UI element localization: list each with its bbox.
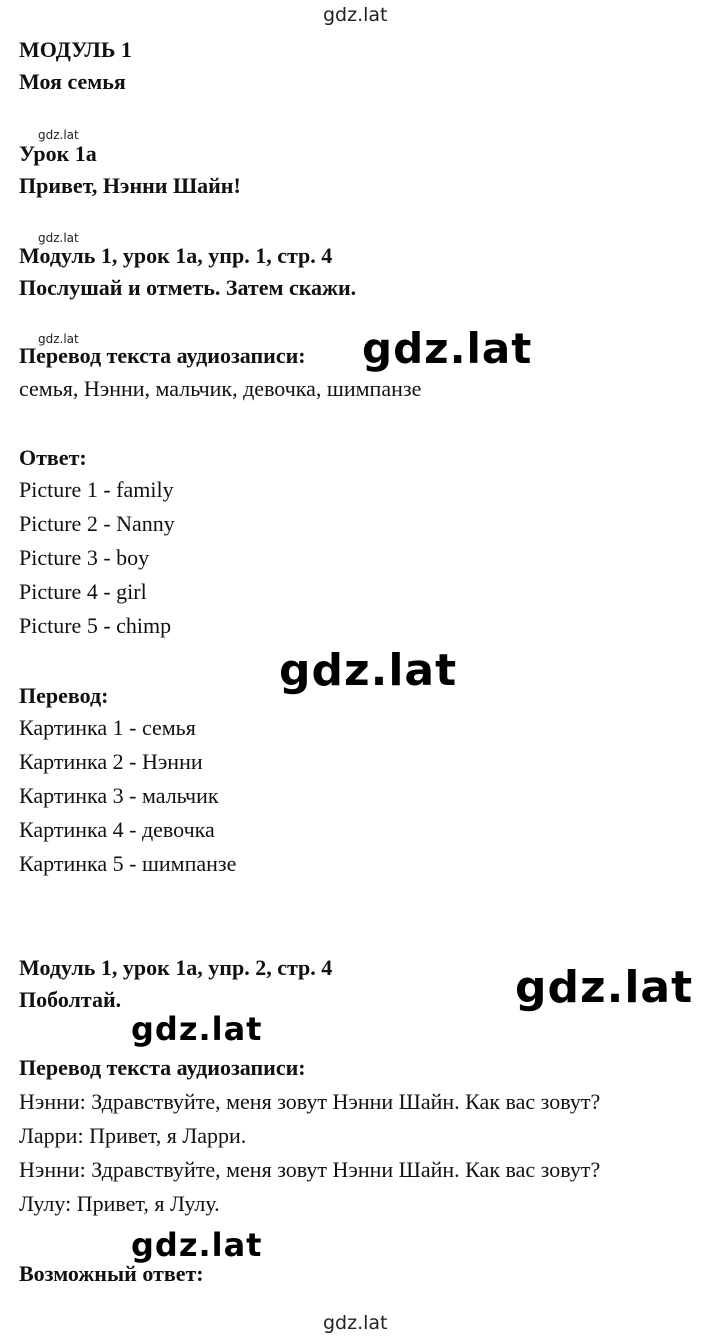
exercise-1-heading: Модуль 1, урок 1a, упр. 1, стр. 4	[19, 243, 333, 268]
watermark-bottom: gdz.lat	[323, 1312, 388, 1334]
dialogue-line: Нэнни: Здравствуйте, меня зовут Нэнни Шайн. Как вас зовут?	[19, 1157, 601, 1182]
watermark-small: gdz.lat	[38, 128, 79, 142]
answer-line: Picture 5 - chimp	[19, 613, 172, 638]
translation-line: Картинка 1 - семья	[19, 715, 196, 740]
watermark-large: gdz.lat	[131, 1226, 263, 1264]
module-title: МОДУЛЬ 1	[19, 37, 132, 62]
watermark-large: gdz.lat	[131, 1010, 263, 1048]
lesson-subtitle: Привет, Нэнни Шайн!	[19, 173, 241, 198]
watermark-large: gdz.lat	[279, 645, 458, 696]
exercise-1-audio-heading: Перевод текста аудиозаписи:	[19, 343, 306, 368]
translation-line: Картинка 3 - мальчик	[19, 783, 219, 808]
exercise-2-audio-heading: Перевод текста аудиозаписи:	[19, 1055, 306, 1080]
exercise-1-translation-heading: Перевод:	[19, 683, 109, 708]
dialogue-line: Лулу: Привет, я Лулу.	[19, 1191, 220, 1216]
translation-line: Картинка 2 - Нэнни	[19, 749, 203, 774]
exercise-2-answer-heading: Возможный ответ:	[19, 1261, 204, 1286]
dialogue-line: Ларри: Привет, я Ларри.	[19, 1123, 247, 1148]
lesson-title: Урок 1a	[19, 141, 97, 166]
watermark-small: gdz.lat	[38, 332, 79, 346]
module-subtitle: Моя семья	[19, 69, 126, 94]
translation-line: Картинка 4 - девочка	[19, 817, 215, 842]
exercise-1-task: Послушай и отметь. Затем скажи.	[19, 275, 357, 300]
watermark-large: gdz.lat	[515, 962, 694, 1013]
watermark-small: gdz.lat	[38, 231, 79, 245]
exercise-2-heading: Модуль 1, урок 1a, упр. 2, стр. 4	[19, 955, 333, 980]
answer-line: Picture 4 - girl	[19, 579, 147, 604]
answer-line: Picture 3 - boy	[19, 545, 150, 570]
translation-line: Картинка 5 - шимпанзе	[19, 851, 237, 876]
watermark-large: gdz.lat	[362, 324, 533, 373]
answer-line: Picture 1 - family	[19, 477, 174, 502]
watermark-top: gdz.lat	[323, 4, 388, 26]
exercise-1-audio-text: семья, Нэнни, мальчик, девочка, шимпанзе	[19, 376, 422, 401]
exercise-1-answer-heading: Ответ:	[19, 445, 87, 470]
exercise-2-task: Поболтай.	[19, 987, 122, 1012]
answer-line: Picture 2 - Nanny	[19, 511, 175, 536]
dialogue-line: Нэнни: Здравствуйте, меня зовут Нэнни Шайн. Как вас зовут?	[19, 1089, 601, 1114]
